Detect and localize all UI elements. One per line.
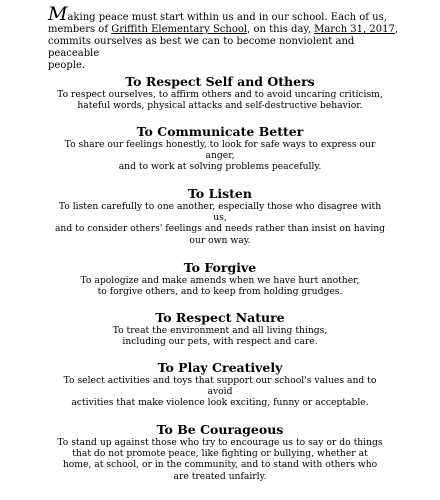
section-line: avoid <box>207 386 233 398</box>
section-heading: To Play Creatively <box>157 360 283 375</box>
section-heading: To Respect Nature <box>155 310 285 325</box>
section-respect-nature <box>20 310 420 347</box>
section-body <box>20 275 420 297</box>
pledge-date: March 31, 2017 <box>314 24 395 35</box>
section-line: To share our feelings honestly, to look for safe ways to express our <box>64 139 376 150</box>
section-body <box>20 437 420 482</box>
section-heading: To Forgive <box>183 260 257 275</box>
section-play-creatively <box>20 360 420 409</box>
section-line: To respect ourselves, to affirm others and to avoid uncaring criticism, <box>57 89 383 100</box>
section-heading: To Listen <box>188 186 252 201</box>
section-body <box>20 89 420 111</box>
section-line: to forgive others, and to keep from holding grudges. <box>97 286 343 298</box>
section-line: us, <box>213 212 227 224</box>
section-body <box>20 201 420 246</box>
section-listen <box>20 186 420 246</box>
section-line: and to work at solving problems peacefully. <box>118 161 322 173</box>
section-heading: To Be Courageous <box>156 422 284 437</box>
section-line: and to consider others' feelings and needs rather than insist on having <box>54 223 386 235</box>
section-line: To select activities and toys that support our school's values and to <box>63 375 377 386</box>
section-line: our own way. <box>189 234 251 246</box>
section-body <box>20 325 420 347</box>
section-heading: To Respect Self and Others <box>125 74 315 89</box>
drop-cap: M <box>48 3 68 25</box>
intro-text-3: , on this day, <box>247 24 315 35</box>
section-forgive <box>20 260 420 297</box>
section-communicate <box>20 124 420 173</box>
section-courageous <box>20 422 420 482</box>
school-name: Griffith Elementary School <box>111 24 248 35</box>
section-line: To treat the environment and all living things, <box>112 325 328 336</box>
section-body <box>20 139 420 173</box>
intro-text-1: aking peace must start within us and in our school. Each of us, <box>67 12 387 23</box>
section-line: To listen carefully to one another, especially those who disagree with <box>58 201 382 212</box>
intro-text-5: commits ourselves as best we can to become nonviolent and peaceable <box>48 36 355 59</box>
intro-text-6: people. <box>48 60 86 71</box>
intro-paragraph <box>48 3 408 72</box>
section-heading: To Communicate Better <box>136 124 304 139</box>
section-line: including our pets, with respect and care. <box>122 336 318 348</box>
section-body <box>20 375 420 409</box>
intro-text-4: , <box>394 24 399 35</box>
section-line: are treated unfairly. <box>173 470 267 482</box>
section-line: To stand up against those who try to encourage us to say or do things <box>57 437 383 448</box>
section-line: hateful words, physical attacks and self-destructive behavior. <box>77 100 363 112</box>
section-respect-self <box>20 74 420 111</box>
section-line: that do not promote peace, like fighting or bullying, whether at <box>72 448 368 460</box>
section-line: home, at school, or in the community, and to stand with others who <box>62 459 378 471</box>
section-line: anger, <box>205 150 235 162</box>
intro-text-2: members of <box>48 24 112 35</box>
section-line: activities that make violence look exciting, funny or acceptable. <box>71 397 369 409</box>
section-line: To apologize and make amends when we have hurt another, <box>80 275 360 286</box>
